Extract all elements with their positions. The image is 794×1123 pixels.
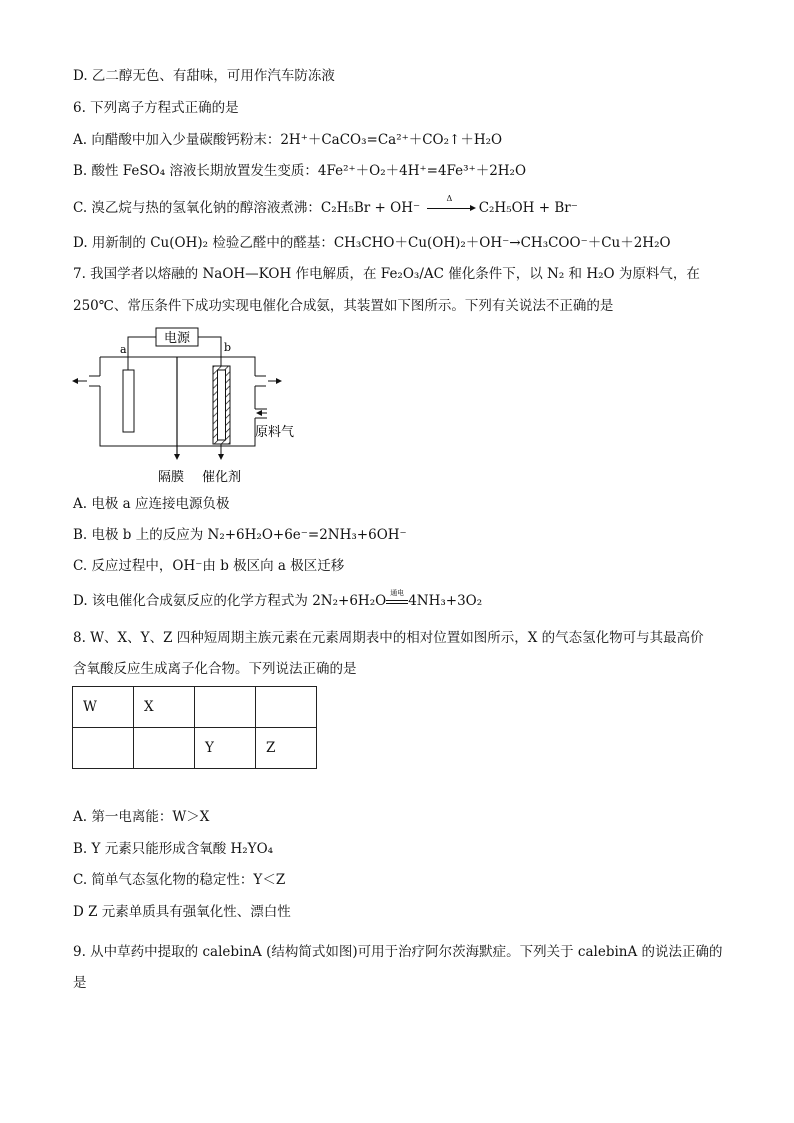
q7-option-d <box>73 589 483 610</box>
electrode-b-label: b <box>224 341 232 354</box>
table-cell: Y <box>195 728 256 769</box>
q5-option-d: D. 乙二醇无色、有甜味，可用作汽车防冻液 <box>73 68 335 84</box>
q7-option-b: B. 电极 b 上的反应为 N₂+6H₂O+6e⁻=2NH₃+6OH⁻ <box>73 527 407 543</box>
heat-condition: Δ <box>446 194 453 203</box>
electrode-a-label: a <box>120 343 127 356</box>
table-cell: W <box>73 687 134 728</box>
electrolysis-diagram <box>70 326 310 486</box>
q9-stem-1: 9. 从中草药中提取的 calebinA (结构简式如图)可用于治疗阿尔茨海默症。下列关于 calebinA 的说法正确的 <box>73 944 723 960</box>
q6-option-a: A. 向醋酸中加入少量碳酸钙粉末：2H⁺＋CaCO₃=Ca²⁺＋CO₂↑＋H₂O <box>73 132 503 148</box>
q8-option-b: B. Y 元素只能形成含氧酸 H₂YO₄ <box>73 841 274 857</box>
periodic-position-table <box>72 686 317 769</box>
table-cell <box>195 687 256 728</box>
q6-option-b: B. 酸性 FeSO₄ 溶液长期放置发生变质：4Fe²⁺＋O₂＋4H⁺=4Fe³⁺＋2H₂O <box>73 163 527 179</box>
table-cell <box>73 728 134 769</box>
q7-stem-2: 250℃、常压条件下成功实现电催化合成氨，其装置如下图所示。下列有关说法不正确的是 <box>73 298 614 314</box>
table-cell: X <box>134 687 195 728</box>
power-label: 电源 <box>163 331 191 346</box>
catalyst-label: 催化剂 <box>202 470 242 485</box>
q7d-rhs: 4NH₃+3O₂ <box>408 593 483 609</box>
q9-stem-2: 是 <box>73 975 87 991</box>
q6-option-c <box>73 194 578 217</box>
q7-stem-1: 7. 我国学者以熔融的 NaOH—KOH 作电解质，在 Fe₂O₃/AC 催化条件下，以 N₂ 和 H₂O 为原料气，在 <box>73 266 700 282</box>
q8-option-a: A. 第一电离能：W＞X <box>73 809 210 825</box>
table-cell <box>134 728 195 769</box>
reaction-arrow <box>424 194 474 217</box>
q8-stem-1: 8. W、X、Y、Z 四种短周期主族元素在元素周期表中的相对位置如图所示，X 的气态氢化物可与其最高价 <box>73 630 704 646</box>
electrolysis-sign <box>386 589 408 610</box>
q8-option-d: D Z 元素单质具有强氧化性、漂白性 <box>73 904 291 920</box>
table-row <box>73 728 317 769</box>
q7d-lhs: D. 该电催化合成氨反应的化学方程式为 2N₂+6H₂O <box>73 593 387 609</box>
q8-stem-2: 含氧酸反应生成离子化合物。下列说法正确的是 <box>73 661 357 677</box>
q6-stem: 6. 下列离子方程式正确的是 <box>73 100 239 116</box>
q8-option-c: C. 简单气态氢化物的稳定性：Y＜Z <box>73 872 286 888</box>
q7-option-c: C. 反应过程中，OH⁻由 b 极区向 a 极区迁移 <box>73 558 345 574</box>
feed-gas-label: 原料气 <box>255 425 295 440</box>
table-cell <box>256 687 317 728</box>
q7-option-a: A. 电极 a 应连接电源负极 <box>73 496 230 512</box>
q6c-rhs: C₂H₅OH + Br⁻ <box>478 200 578 216</box>
q6-option-d: D. 用新制的 Cu(OH)₂ 检验乙醛中的醛基：CH₃CHO＋Cu(OH)₂＋OH⁻→CH₃COO⁻＋Cu＋2H₂O <box>73 235 671 251</box>
membrane-label: 隔膜 <box>158 470 185 485</box>
table-row <box>73 687 317 728</box>
q6c-lhs: C. 溴乙烷与热的氢氧化钠的醇溶液煮沸：C₂H₅Br + OH⁻ <box>73 200 421 216</box>
electrolysis-condition: 通电 <box>390 589 405 597</box>
table-cell: Z <box>256 728 317 769</box>
